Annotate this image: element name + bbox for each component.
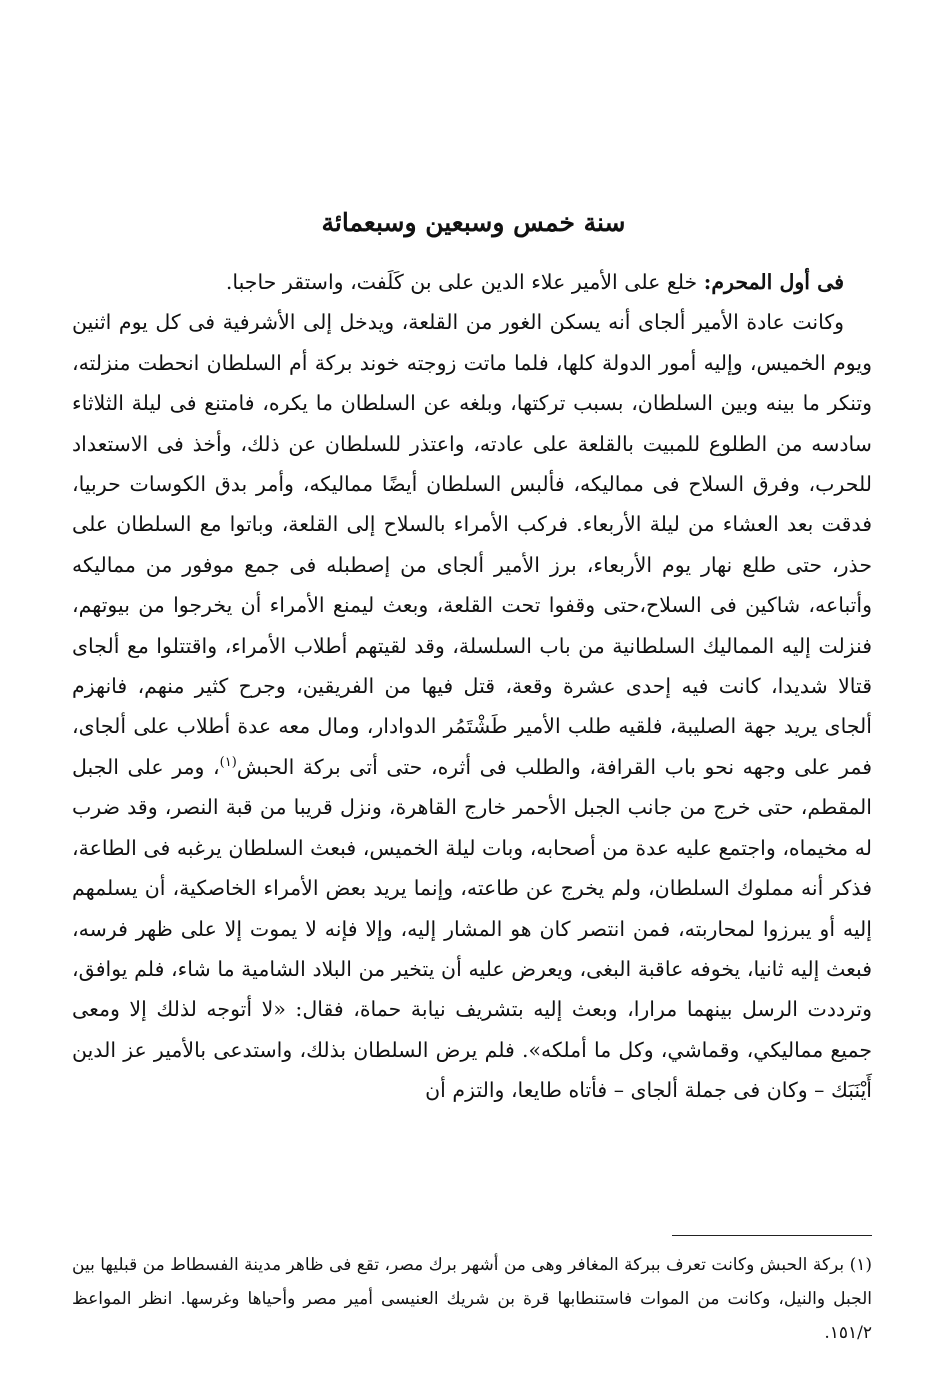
body-text-part-1: وكانت عادة الأمير ألجاى أنه يسكن الغور من القلعة، ويدخل إلى الأشرفية فى كل يوم اثنين ويوم الخميس، وإليه أمور الدولة كلها، فلما ماتت زوجته خوند بركة أم السلطان انحطت منزلته، وتنكر ما بينه وبين السلطان، بسبب تركتها، وبلغه عن السلطان ما يكره، فامتنع فى ليلة الثلاثاء سادسه من الطلوع للمبيت بالقلعة على عادته، واعتذر للسلطان عن ذلك، وأخذ فى الاستعداد للحرب، وفرق السلاح فى مماليكه، فألبس السلطان أيضًا مماليكه، وأمر بدق الكوسات حربيا، فدقت بعد العشاء من ليلة الأربعاء. فركب الأمراء بالسلاح إلى القلعة، وباتوا مع السلطان على حذر، حتى طلع نهار يوم الأربعاء، برز الأمير ألجاى من إصطبله فى جمع موفور من مماليكه وأتباعه، شاكين فى السلاح،حتى وقفوا تحت القلعة، وبعث ليمنع الأمراء أن يخرجوا من بيوتهم، فنزلت إليه المماليك السلطانية من باب السلسلة، وقد لقيتهم أطلاب الأمراء، واقتتلوا مع ألجاى قتالا شديدا، كانت فيه إحدى عشرة وقعة، قتل فيها من الفريقين، وجرح كثير منهم، فانهزم ألجاى يريد جهة الصليبة، فلقيه طلب الأمير طَشْتَمُر الدوادار، ومال معه عدة أطلاب على ألجاى، فمر على وجهه نحو باب القرافة، والطلب فى أثره، حتى أتى بركة الحبش [72, 310, 872, 779]
body-text-part-2: ، ومر على الجبل المقطم، حتى خرج من جانب الجبل الأحمر خارج القاهرة، ونزل قريبا من قبة النصر، وقد ضرب له مخيماه، واجتمع عليه عدة من أصحابه، وبات ليلة الخميس، فبعث السلطان يرغبه فى الطاعة، فذكر أنه مملوك السلطان، ولم يخرج عن طاعته، وإنما يريد بعض الأمراء الخاصكية، أن يسلمهم إليه أو يبرزوا لمحاربته، فمن انتصر كان هو المشار إليه، وإلا فإنه لا يموت إلا على ظهر فرسه، فبعث إليه ثانيا، يخوفه عاقبة البغى، ويعرض عليه أن يتخير من البلاد الشامية ما شاء، فلم يوافق، وترددت الرسل بينهما مرارا، وبعث إليه بتشريف نيابة حماة، فقال: «لا أتوجه لذلك إلا ومعى جميع مماليكي، وقماشي، وكل ما أملكه». فلم يرض السلطان بذلك، واستدعى بالأمير عز الدين أَيْنَبَك – وكان فى جملة ألجاى – فأتاه طايعا، والتزم أن [72, 754, 872, 1103]
entry-line [72, 262, 872, 302]
footnote: (١) بركة الحبش وكانت تعرف ببركة المغافر وهى من أشهر برك مصر، تقع فى ظاهر مدينة الفسطاط من قبليها بين الجبل والنيل، وكانت من الموات فاستنطابها قرة بن شريك العنيسى أمير مصر وأحياها وغرسها. انظر المواعظ ٢/‏١٥١. [72, 1255, 872, 1343]
body-paragraph [72, 302, 872, 1110]
entry-text: خلع على الأمير علاء الدين على بن كَلَفت، واستقر حاجبا. [225, 270, 704, 294]
main-text [72, 262, 872, 1111]
footnote-reference: (١) [219, 755, 237, 771]
footnote-separator [672, 1235, 872, 1236]
year-heading: سنة خمس وسبعين وسبعمائة [321, 208, 626, 237]
entry-lead: فى أول المحرم: [703, 270, 844, 294]
